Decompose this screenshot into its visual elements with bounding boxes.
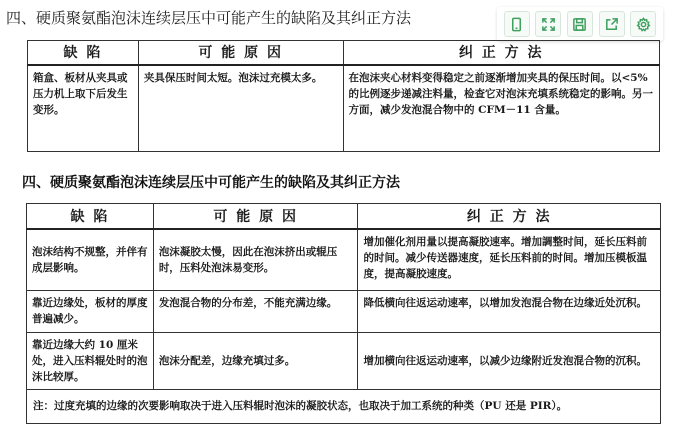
defect-cell: 靠近边缘处，板材的厚度普遍减少。 xyxy=(27,291,154,333)
share-icon xyxy=(604,17,619,32)
fix-cell: 降低横向往返运动速率，以增加发泡混合物在边缘近处沉积。 xyxy=(358,291,661,333)
defect-cell: 泡沫结构不规整，并伴有成层影响。 xyxy=(27,229,154,291)
page-title: 四、硬质聚氨酯泡沫连续层压中可能产生的缺陷及其纠正方法 xyxy=(6,9,412,27)
save-icon xyxy=(572,17,587,32)
settings-button[interactable] xyxy=(630,11,656,37)
cause-cell: 泡沫凝胶太慢，因此在泡沫挤出或辊压时，压料处泡沫易变形。 xyxy=(153,229,358,291)
fix-cell: 增加横向往返运动速率，以减少边缘附近发泡混合物的沉积。 xyxy=(358,333,661,390)
table-row xyxy=(28,65,660,152)
header-defect: 缺 陷 xyxy=(27,204,154,229)
header-fix: 纠 正 方 法 xyxy=(343,41,659,65)
expand-icon xyxy=(541,17,556,32)
phone-icon xyxy=(509,17,524,32)
defect-cell: 靠近边缘大约 10 厘米处，进入压料辊处时的泡沫比较厚。 xyxy=(27,333,154,390)
cause-cell: 夹具保压时间太短。泡沫过充模太多。 xyxy=(138,65,343,152)
table-row xyxy=(27,291,661,333)
table-row xyxy=(27,229,661,291)
header-cause: 可 能 原 因 xyxy=(138,41,343,65)
fix-cell: 增加催化剂用量以提高凝胶速率。增加調整时间，延长压料前的时间。减少传送器速度，延长压料前的时间。增加压模板温度，提高凝胶速度。 xyxy=(358,229,661,291)
save-button[interactable] xyxy=(567,11,593,37)
fix-cell: 在泡沫夹心材料变得稳定之前逐渐增加夹具的保压时间。以<5%的比例逐步递减注料量，检查它对泡沫充填系统稳定的影响。另一方面，减少发泡混合物中的 CFM－11 含量。 xyxy=(343,65,659,152)
header-cause: 可 能 原 因 xyxy=(153,204,358,229)
defects-table-1 xyxy=(27,40,660,152)
phone-view-button[interactable] xyxy=(504,11,530,37)
image-toolbar xyxy=(497,7,663,41)
table-row xyxy=(27,333,661,390)
section-title: 四、硬质聚氨酯泡沫连续层压中可能产生的缺陷及其纠正方法 xyxy=(22,175,400,191)
share-button[interactable] xyxy=(599,11,625,37)
cause-cell: 发泡混合物的分布差，不能充满边缘。 xyxy=(153,291,358,333)
header-defect: 缺 陷 xyxy=(28,41,139,65)
settings-icon xyxy=(636,17,651,32)
header-fix: 纠 正 方 法 xyxy=(358,204,661,229)
cause-cell: 泡沫分配差，边缘充填过多。 xyxy=(153,333,358,390)
expand-button[interactable] xyxy=(535,11,561,37)
table-note: 注：过度充填的边缘的次要影响取决于进入压料辊时泡沫的凝胶状态，也取决于加工系统的种类（PU 还是 PIR）。 xyxy=(27,390,661,424)
defect-cell: 箱盒、板材从夹具或压力机上取下后发生变形。 xyxy=(28,65,139,152)
defects-table-2 xyxy=(26,203,661,424)
